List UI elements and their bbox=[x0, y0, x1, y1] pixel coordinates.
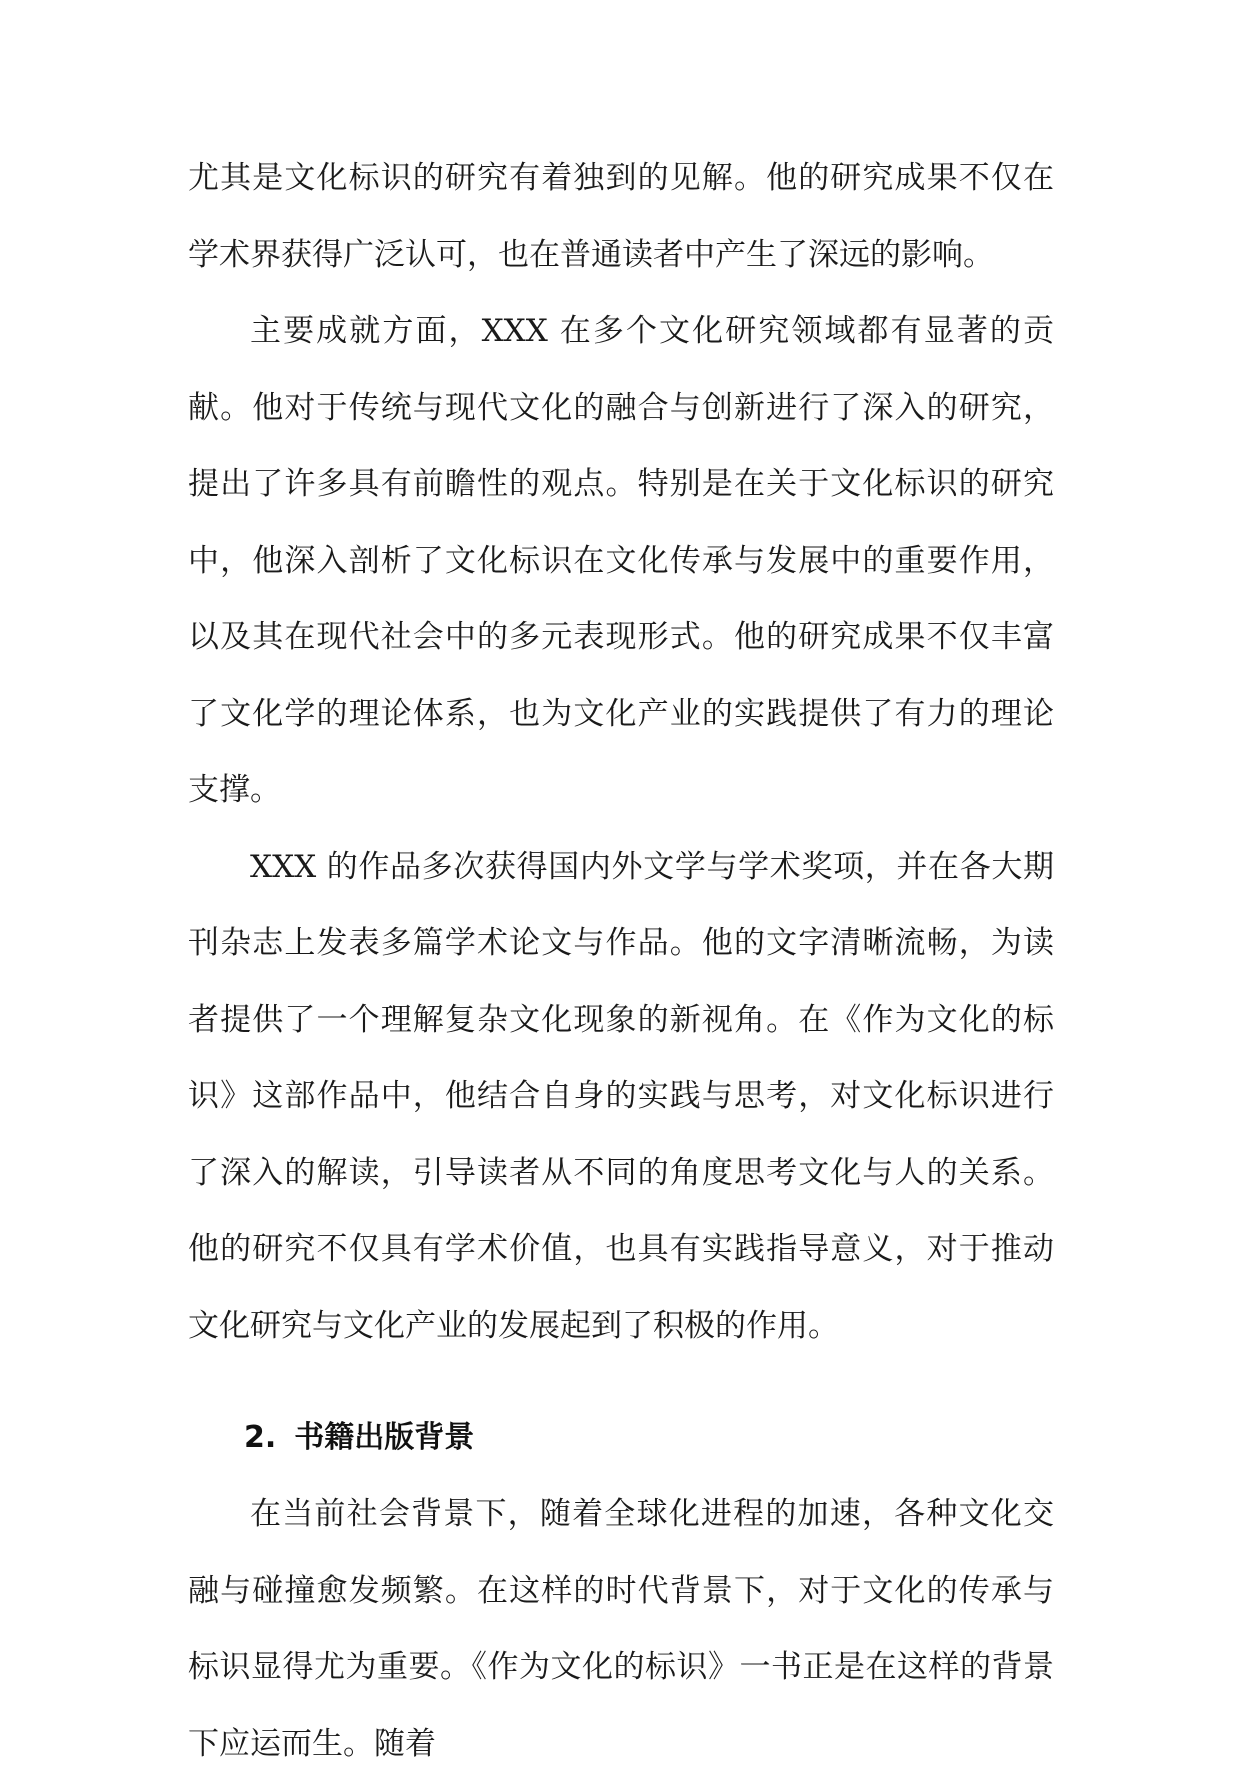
section-heading bbox=[188, 1400, 1054, 1476]
paragraph-continued: 尤其是文化标识的研究有着独到的见解。他的研究成果不仅在学术界获得广泛认可，也在普通读者中产生了深远的影响。 bbox=[188, 160, 1054, 273]
paragraph-achievements: 主要成就方面，XXX 在多个文化研究领域都有显著的贡献。他对于传统与现代文化的融合与创新进行了深入的研究，提出了许多具有前瞻性的观点。特别是在关于文化标识的研究中，他深入剖析了文化标识在文化传承与发展中的重要作用，以及其在现代社会中的多元表现形式。他的研究成果不仅丰富了文化学的理论体系，也为文化产业的实践提供了有力的理论支撑。 bbox=[188, 313, 1054, 808]
paragraph-publication-background: 在当前社会背景下，随着全球化进程的加速，各种文化交融与碰撞愈发频繁。在这样的时代背景下，对于文化的传承与标识显得尤为重要。《作为文化的标识》一书正是在这样的背景下应运而生。随着 bbox=[188, 1496, 1054, 1762]
paragraph-awards: XXX 的作品多次获得国内外文学与学术奖项，并在各大期刊杂志上发表多篇学术论文与作品。他的文字清晰流畅，为读者提供了一个理解复杂文化现象的新视角。在《作为文化的标识》这部作品中，他结合自身的实践与思考，对文化标识进行了深入的解读，引导读者从不同的角度思考文化与人的关系。他的研究不仅具有学术价值，也具有实践指导意义，对于推动文化研究与文化产业的发展起到了积极的作用。 bbox=[188, 848, 1054, 1344]
document-body bbox=[188, 140, 1054, 1782]
section-number: 2. bbox=[244, 1420, 277, 1455]
section-title: 书籍出版背景 bbox=[294, 1420, 475, 1455]
